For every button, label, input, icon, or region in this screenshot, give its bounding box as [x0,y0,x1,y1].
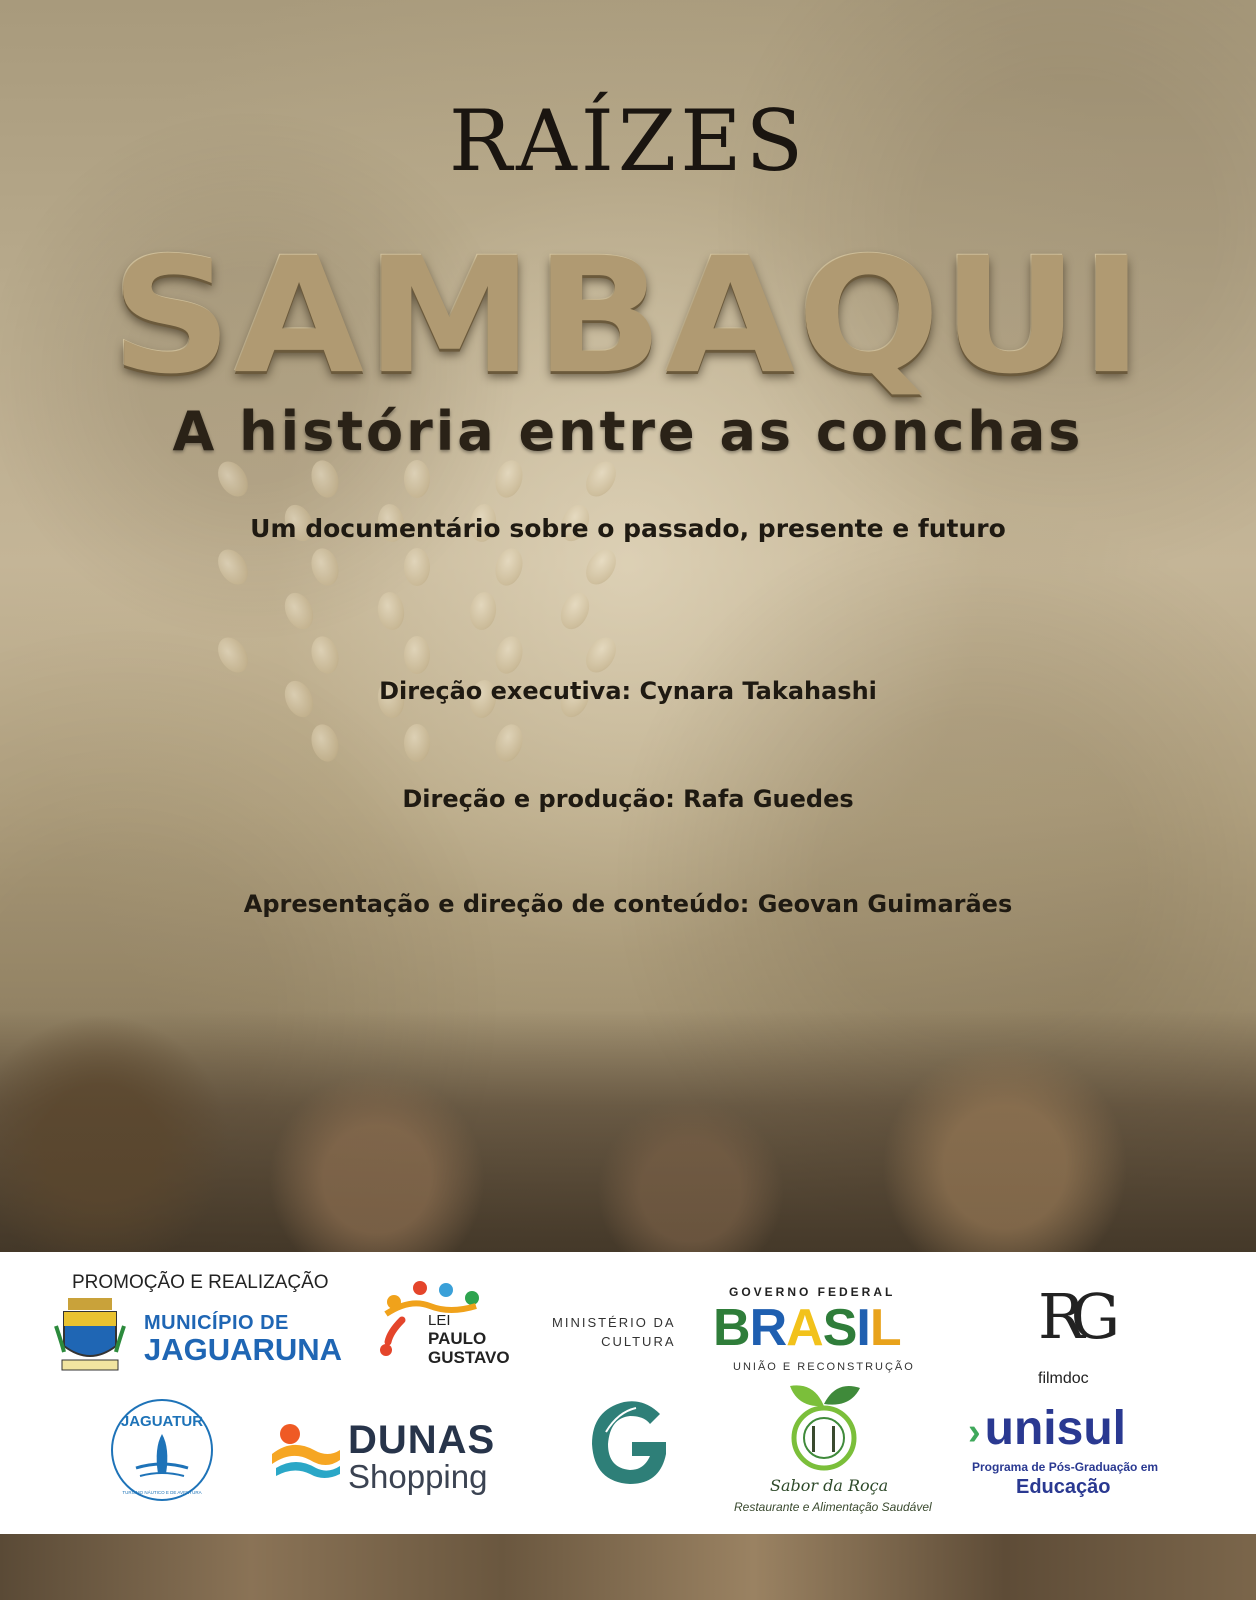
shell-bead [491,721,526,765]
jaguaruna-crest-icon [54,1296,126,1372]
governo-federal-label: GOVERNO FEDERAL [729,1285,896,1299]
brasil-letter: R [749,1299,787,1357]
shell-bead [307,721,342,765]
unisul-line2: Programa de Pós-Graduação em [972,1460,1159,1474]
sabor-name: Sabor da Roça [770,1476,889,1495]
shell-bead [307,545,342,589]
shell-bead [404,548,430,586]
unisul-logo [968,1404,1126,1457]
shell-bead [555,588,594,633]
pebble-ground-image [0,1010,1256,1252]
unisul-name: unisul [984,1402,1126,1455]
credit-presentation: Apresentação e direção de conteúdo: Geovan Guimarães [243,890,1013,918]
jaguatur-tagline: TURISMO NÁUTICO E DE AVENTURA [122,1490,202,1495]
uniao-reconstrucao-label: UNIÃO E RECONSTRUÇÃO [733,1361,915,1373]
dunas-line2: Shopping [348,1458,488,1495]
shell-necklace-image [220,460,680,780]
brasil-wordmark [713,1300,901,1356]
lpg-line2: PAULO [428,1329,487,1348]
jaguatur-name: JAGUATUR [120,1413,204,1430]
shell-bead [467,590,498,631]
shell-bead [580,632,622,678]
shell-bead [491,633,526,677]
g-logo-icon [584,1392,674,1492]
shell-bead [279,588,318,633]
sabor-da-roca-icon [774,1376,874,1474]
unisul-line3: Educação [1016,1476,1111,1498]
shell-bead [580,544,622,590]
dunas-line1: DUNAS [348,1418,496,1462]
brasil-letter: B [713,1299,750,1357]
brasil-letter: A [786,1299,823,1357]
lpg-line1: LEI [428,1312,451,1329]
jaguatur-logo-icon [106,1398,218,1502]
lei-paulo-gustavo-logo [428,1312,510,1368]
shell-bead [491,457,526,501]
jaguaruna-line2: JAGUARUNA [144,1332,343,1367]
shell-bead [404,460,430,498]
jaguaruna-line1: MUNICÍPIO DE [144,1312,289,1334]
chevron-right-icon: › [968,1411,981,1453]
dunas-shopping-icon [270,1420,342,1480]
ministerio-line1: MINISTÉRIO DA [552,1315,676,1330]
sabor-tagline: Restaurante e Alimentação Saudável [734,1500,932,1514]
lpg-line3: GUSTAVO [428,1348,510,1367]
promo-label: PROMOÇÃO E REALIZAÇÃO [72,1272,329,1293]
brasil-letter: L [869,1299,901,1357]
credit-direction-production: Direção e produção: Rafa Guedes [402,785,854,813]
credit-executive-direction: Direção executiva: Cynara Takahashi [379,677,877,705]
shell-bead [307,633,342,677]
ministerio-line2: CULTURA [601,1334,676,1349]
filmdoc-mark: RG [1038,1280,1107,1353]
filmdoc-name: filmdoc [1038,1370,1089,1387]
tagline: Um documentário sobre o passado, presente e futuro [250,514,1006,543]
bottom-pebble-strip [0,1534,1256,1600]
shell-bead [404,636,430,674]
ministerio-cultura-logo [552,1313,676,1351]
brasil-letter: I [856,1299,870,1357]
brasil-letter: S [822,1299,857,1357]
shell-bead [307,457,342,501]
title-raizes: RAÍZES [448,92,808,190]
shell-bead [491,545,526,589]
shell-bead [404,724,430,762]
jaguaruna-logo [144,1312,342,1365]
subtitle: A história entre as conchas [172,400,1084,463]
title-sambaqui: SAMBAQUI [110,222,1145,410]
shell-bead [375,590,406,631]
